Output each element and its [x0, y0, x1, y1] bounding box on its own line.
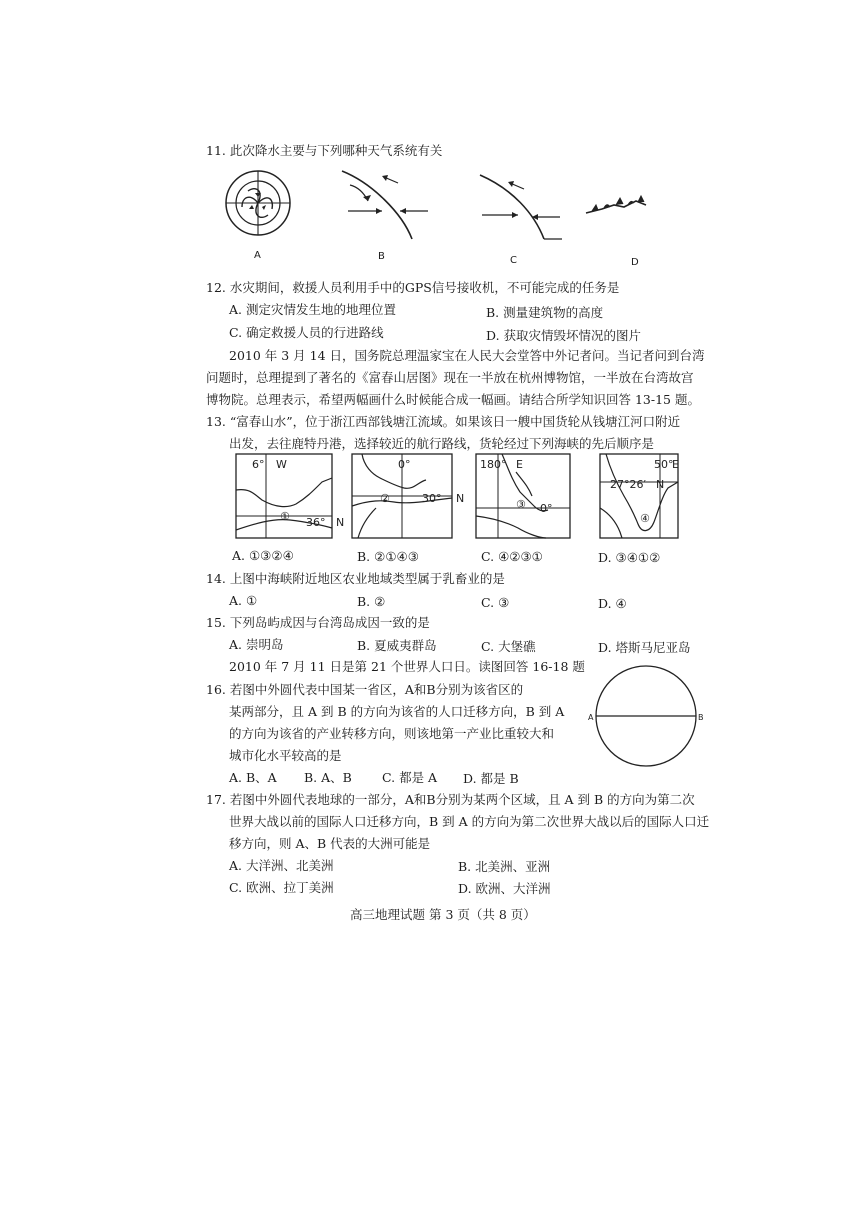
diagram-a-cyclone [226, 171, 290, 235]
q12-stem: 12. 水灾期间，救援人员利用手中的GPS信号接收机，不可能完成的任务是 [206, 280, 620, 295]
q17-line1: 17. 若图中外圆代表地球的一部分，A和B分别为某两个区域，且 A 到 B 的方向为第二次 [206, 792, 695, 807]
map2-label-top: 0° [398, 458, 411, 471]
q11-label-b: B [378, 251, 385, 262]
passage1-line2: 问题时，总理提到了著名的《富春山居图》现在一半放在杭州博物馆，一半放在台湾故宫 [206, 370, 694, 385]
q14-option-b: B. ② [357, 594, 386, 609]
q13-line2: 出发，去往鹿特丹港，选择较近的航行路线，货轮经过下列海峡的先后顺序是 [229, 436, 655, 451]
q12-option-c: C. 确定救援人员的行进路线 [229, 325, 384, 340]
q11-label-c: C [510, 255, 517, 266]
q13-strait-maps [236, 452, 679, 544]
map4-label-dir-top: E [672, 458, 679, 471]
diagram-b-front [342, 171, 428, 239]
q16-diagram-label-b: B [698, 713, 704, 722]
map3-label-top: 180° [480, 458, 507, 471]
q17-option-a: A. 大洋洲、北美洲 [229, 858, 334, 873]
map3-label-circle: ③ [516, 498, 526, 511]
q16-diagram-label-a: A [588, 713, 594, 722]
map4-label-lat: 27°26′ [610, 478, 646, 491]
map3-label-dir-top: E [516, 458, 523, 471]
diagram-d-front [586, 196, 646, 213]
q15-stem: 15. 下列岛屿成因与台湾岛成因一致的是 [206, 615, 430, 630]
map2-label-lat: 30° [422, 492, 442, 505]
q12-option-d: D. 获取灾情毁坏情况的图片 [486, 328, 642, 343]
q14-option-d: D. ④ [598, 596, 627, 611]
q17-option-d: D. 欧洲、大洋洲 [458, 881, 551, 896]
map2-label-circle: ② [380, 492, 390, 505]
passage1-line3: 博物院。总理表示，希望两幅画什么时候能合成一幅画。请结合所学知识回答 13-15 题。 [206, 392, 700, 407]
q16-line4: 城市化水平较高的是 [229, 748, 342, 763]
map-4-strait [600, 454, 679, 538]
q16-option-a: A. B、A [229, 770, 277, 785]
q14-stem: 14. 上图中海峡附近地区农业地域类型属于乳畜业的是 [206, 571, 505, 586]
map1-label-dir-top: W [276, 458, 287, 471]
q11-weather-diagrams [222, 163, 642, 243]
map4-label-dir: N [656, 478, 665, 491]
map4-label-circle: ④ [640, 512, 650, 525]
passage1-line1: 2010 年 3 月 14 日，国务院总理温家宝在人民大会堂答中外记者问。当记者问到台湾 [229, 348, 705, 363]
map2-label-dir: N [456, 492, 465, 505]
q13-option-a: A. ①③②④ [232, 548, 294, 563]
map1-label-top: 6° [252, 458, 265, 471]
q17-option-b: B. 北美洲、亚洲 [458, 859, 551, 874]
q16-circle-diagram [590, 662, 706, 772]
q13-option-d: D. ③④①② [598, 550, 661, 565]
q13-line1: 13. “富春山水”，位于浙江西部钱塘江流域。如果该日一艘中国货轮从钱塘江河口附近 [206, 414, 681, 429]
map1-label-circle: ① [280, 510, 290, 523]
diagram-c-front [480, 175, 562, 239]
map-3-strait [476, 454, 570, 538]
q17-line3: 移方向，则 A、B 代表的大洲可能是 [229, 836, 431, 851]
q11-label-a: A [254, 250, 261, 261]
q17-option-c: C. 欧洲、拉丁美洲 [229, 880, 334, 895]
q15-option-c: C. 大堡礁 [481, 639, 536, 654]
map1-label-dir: N [336, 516, 345, 529]
q15-option-d: D. 塔斯马尼亚岛 [598, 640, 691, 655]
q14-option-c: C. ③ [481, 595, 510, 610]
page-footer: 高三地理试题 第 3 页（共 8 页） [350, 907, 536, 922]
q16-option-c: C. 都是 A [382, 770, 438, 785]
map4-label-top: 50° [654, 458, 674, 471]
map-2-strait [352, 454, 464, 538]
q14-option-a: A. ① [229, 593, 258, 608]
q16-option-b: B. A、B [304, 770, 352, 785]
q16-line2: 某两部分，且 A 到 B 的方向为该省的人口迁移方向，B 到 A [229, 704, 565, 719]
q16-line1: 16. 若图中外圆代表中国某一省区，A和B分别为该省区的 [206, 682, 524, 697]
q13-option-c: C. ④②③① [481, 549, 543, 564]
q13-option-b: B. ②①④③ [357, 549, 419, 564]
q17-line2: 世界大战以前的国际人口迁移方向，B 到 A 的方向为第二次世界大战以后的国际人口迁 [229, 814, 710, 829]
q16-line3: 的方向为该省的产业转移方向，则该地第一产业比重较大和 [229, 726, 555, 741]
q12-option-b: B. 测量建筑物的高度 [486, 305, 604, 320]
passage2: 2010 年 7 月 11 日是第 21 个世界人口日。读图回答 16-18 题 [229, 659, 585, 674]
q11-label-d: D [631, 257, 639, 268]
map-1-strait [236, 454, 344, 538]
q11-stem: 11. 此次降水主要与下列哪种天气系统有关 [206, 143, 443, 158]
map1-label-lat: 36° [306, 516, 326, 529]
q15-option-a: A. 崇明岛 [229, 637, 284, 652]
map3-label-lat: 0° [540, 502, 553, 515]
q12-option-a: A. 测定灾情发生地的地理位置 [229, 302, 396, 317]
q15-option-b: B. 夏威夷群岛 [357, 638, 437, 653]
q16-option-d: D. 都是 B [463, 771, 519, 786]
